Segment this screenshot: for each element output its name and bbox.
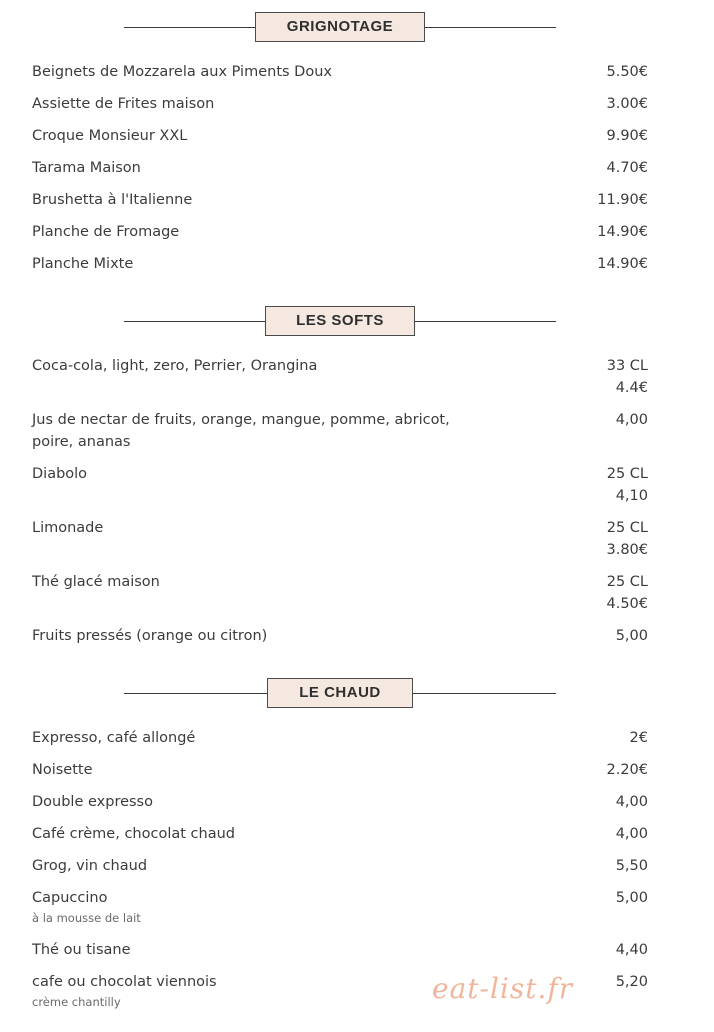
item-size: 25 CL [606,520,648,536]
item-price: 14.90€ [597,256,648,272]
item-name: Thé glacé maison [32,574,160,590]
section-title: LES SOFTS [265,306,415,336]
item-price-block [607,355,648,399]
item-price: 2.20€ [606,762,648,778]
item-price: 5,20 [615,974,648,990]
item-name-block [32,971,452,1011]
section-header-le-chaud [124,678,556,708]
item-name: Coca-cola, light, zero, Perrier, Orangina [32,358,318,374]
section-header-les-softs [124,306,556,336]
item-size: 25 CL [606,574,648,590]
item-size: 33 CL [606,358,648,374]
item-price: 4,00 [615,794,648,810]
item-name: Jus de nectar de fruits, orange, mangue, pomme, abricot, poire, ananas [32,412,450,450]
item-price: 5.50€ [606,64,648,80]
item-name: Fruits pressés (orange ou citron) [32,628,268,644]
section-title: LE CHAUD [267,678,413,708]
item-price: 14.90€ [597,224,648,240]
item-price-block [606,571,648,615]
item-price: 3.00€ [606,96,648,112]
item-price-block [606,517,648,561]
item-price: 11.90€ [597,192,648,208]
item-name: Assiette de Frites maison [32,96,215,112]
item-name: Tarama Maison [32,160,141,176]
item-description: à la mousse de lait [32,911,141,925]
item-name: Planche Mixte [32,256,134,272]
section-title: GRIGNOTAGE [255,12,425,42]
section-header-grignotage [124,12,556,42]
item-price: 4,40 [615,942,648,958]
item-price: 5,00 [615,628,648,644]
item-price: 4.50€ [606,596,648,612]
item-price: 9.90€ [606,128,648,144]
item-name: Noisette [32,762,93,778]
item-name: Double expresso [32,794,153,810]
item-price: 4,00 [615,826,648,842]
item-name: Croque Monsieur XXL [32,128,188,144]
item-name: Thé ou tisane [32,942,131,958]
item-name-block [32,887,452,927]
item-name: cafe ou chocolat viennois [32,974,217,990]
item-price: 5,00 [615,890,648,906]
item-name: Brushetta à l'Italienne [32,192,193,208]
item-name: Planche de Fromage [32,224,180,240]
item-price: 2€ [629,730,648,746]
item-name: Café crème, chocolat chaud [32,826,235,842]
item-size: 25 CL [606,466,648,482]
item-name: Grog, vin chaud [32,858,148,874]
item-price: 4,10 [615,488,648,504]
item-price-block [607,463,648,507]
item-description: crème chantilly [32,995,121,1009]
item-price: 4.70€ [606,160,648,176]
item-name: Limonade [32,520,104,536]
item-name: Diabolo [32,466,88,482]
item-name: Expresso, café allongé [32,730,196,746]
item-price: 3.80€ [606,542,648,558]
item-name: Beignets de Mozzarela aux Piments Doux [32,64,332,80]
watermark-text: eat-list.fr [432,972,574,1005]
item-price: 4.4€ [615,380,648,396]
item-price: 5,50 [615,858,648,874]
item-name: Capuccino [32,890,108,906]
item-price: 4,00 [615,412,648,428]
